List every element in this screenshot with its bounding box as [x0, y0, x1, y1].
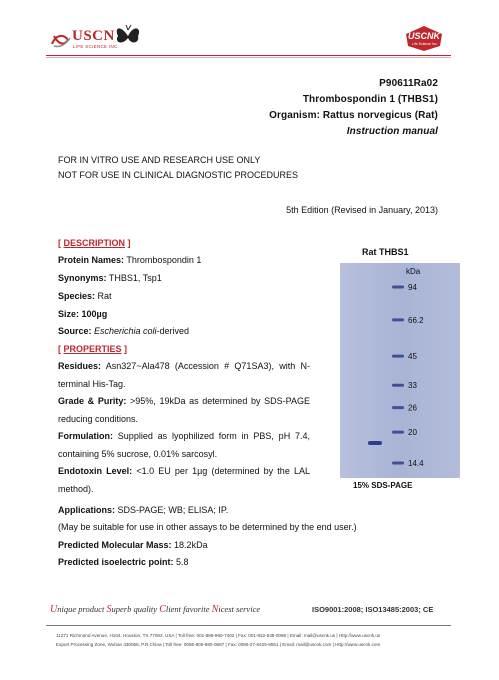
sds-page-gel-image [340, 263, 460, 478]
catalog-number: P90611Ra02 [379, 78, 438, 89]
footer-address-china: Export Processing Zone, Wuhan 430056, P.R.China | Toll free: 0086-800-880-0687 | Fax: 0086-27-8425-9551 | Email: mail@uscnk.com | Http://www.uscnk.com [56, 642, 381, 647]
tagline-word: Unique product [50, 604, 107, 615]
marker-band [392, 318, 404, 321]
marker-label: 66.2 [408, 315, 424, 325]
research-use-notice: FOR IN VITRO USE AND RESEARCH USE ONLY [58, 155, 261, 165]
marker-label: 94 [408, 283, 417, 292]
footer-tagline [50, 604, 260, 615]
tagline-word: Client favorite [159, 604, 212, 615]
marker-band [392, 355, 404, 358]
marker-band [392, 431, 404, 434]
gel-title: Rat THBS1 [362, 247, 409, 257]
footer-address-usa: 11271 Richmond Avenue, H104, Houston, TX 77082, USA | Toll free: 001-888-960-7402 | Fax: 001-832-538-0088 | Email: mail@uscnk.us | Http://www.uscnk.us [56, 633, 381, 638]
formulation-paragraph: Formulation: Supplied as lyophilized form in PBS, pH 7.4, containing 5% sucrose, 0.01% sarcosyl. [58, 431, 310, 459]
tagline-word: Nicest service [211, 604, 261, 615]
header-rule-shadow [46, 57, 451, 58]
marker-label: 14.4 [408, 459, 424, 468]
butterfly-icon [114, 24, 142, 50]
edition-line: 5th Edition (Revised in January, 2013) [286, 205, 438, 215]
isoelectric-point-line: Predicted isoelectric point: 5.8 [58, 557, 189, 567]
species-line: Species: Rat [58, 291, 112, 301]
grade-purity-paragraph: Grade & Purity: >95%, 19kDa as determined by SDS-PAGE reducing conditions. [58, 396, 310, 424]
header-rule [46, 55, 451, 56]
marker-label: 26 [408, 403, 417, 413]
logo-text: USCN [72, 28, 115, 44]
molecular-mass-line: Predicted Molecular Mass: 18.2kDa [58, 540, 208, 550]
marker-label: 45 [408, 352, 417, 362]
gel-unit-label: kDa [406, 267, 421, 276]
uscnk-logo-subtitle: Life Science Inc. [412, 42, 438, 46]
marker-label: 33 [408, 381, 417, 391]
properties-heading: [ PROPERTIES ] [58, 344, 128, 354]
dna-swirl-icon [50, 30, 72, 50]
organism-line: Organism: Rattus norvegicus (Rat) [269, 110, 438, 121]
protein-title: Thrombospondin 1 (THBS1) [302, 94, 438, 105]
residues-paragraph: Residues: Asn327~Ala478 (Accession # Q71SA3), with N-terminal His-Tag. [58, 361, 310, 389]
source-line: Source: Escherichia coli-derived [58, 326, 190, 336]
uscnk-logo [404, 24, 444, 52]
marker-band [392, 286, 404, 289]
applications-line: Applications: SDS-PAGE; WB; ELISA; IP. [58, 505, 229, 515]
gel-caption: 15% SDS-PAGE [353, 481, 413, 490]
logo-subtitle: LIFE SCIENCE INC. [73, 44, 120, 49]
description-heading: [ DESCRIPTION ] [58, 238, 131, 248]
applications-note: (May be suitable for use in other assays to be determined by the end user.) [58, 522, 357, 532]
clinical-use-notice: NOT FOR USE IN CLINICAL DIAGNOSTIC PROCEDURES [58, 170, 299, 180]
tagline-word: Superb quality [106, 604, 160, 615]
protein-names-line: Protein Names: Thrombospondin 1 [58, 255, 202, 265]
endotoxin-paragraph: Endotoxin Level: <1.0 EU per 1µg (determined by the LAL method). [58, 466, 310, 494]
synonyms-line: Synonyms: THBS1, Tsp1 [58, 273, 162, 283]
marker-band [392, 384, 404, 387]
size-line: Size: 100µg [58, 309, 108, 319]
iso-certifications: ISO9001:2008; ISO13485:2003; CE [312, 605, 434, 614]
sample-band [368, 441, 382, 445]
marker-label: 20 [408, 428, 417, 438]
footer-rule [46, 625, 451, 626]
marker-band [392, 462, 404, 465]
marker-band [392, 406, 404, 409]
uscnk-logo-text: USCNK [408, 31, 441, 41]
document-type: Instruction manual [346, 126, 438, 137]
